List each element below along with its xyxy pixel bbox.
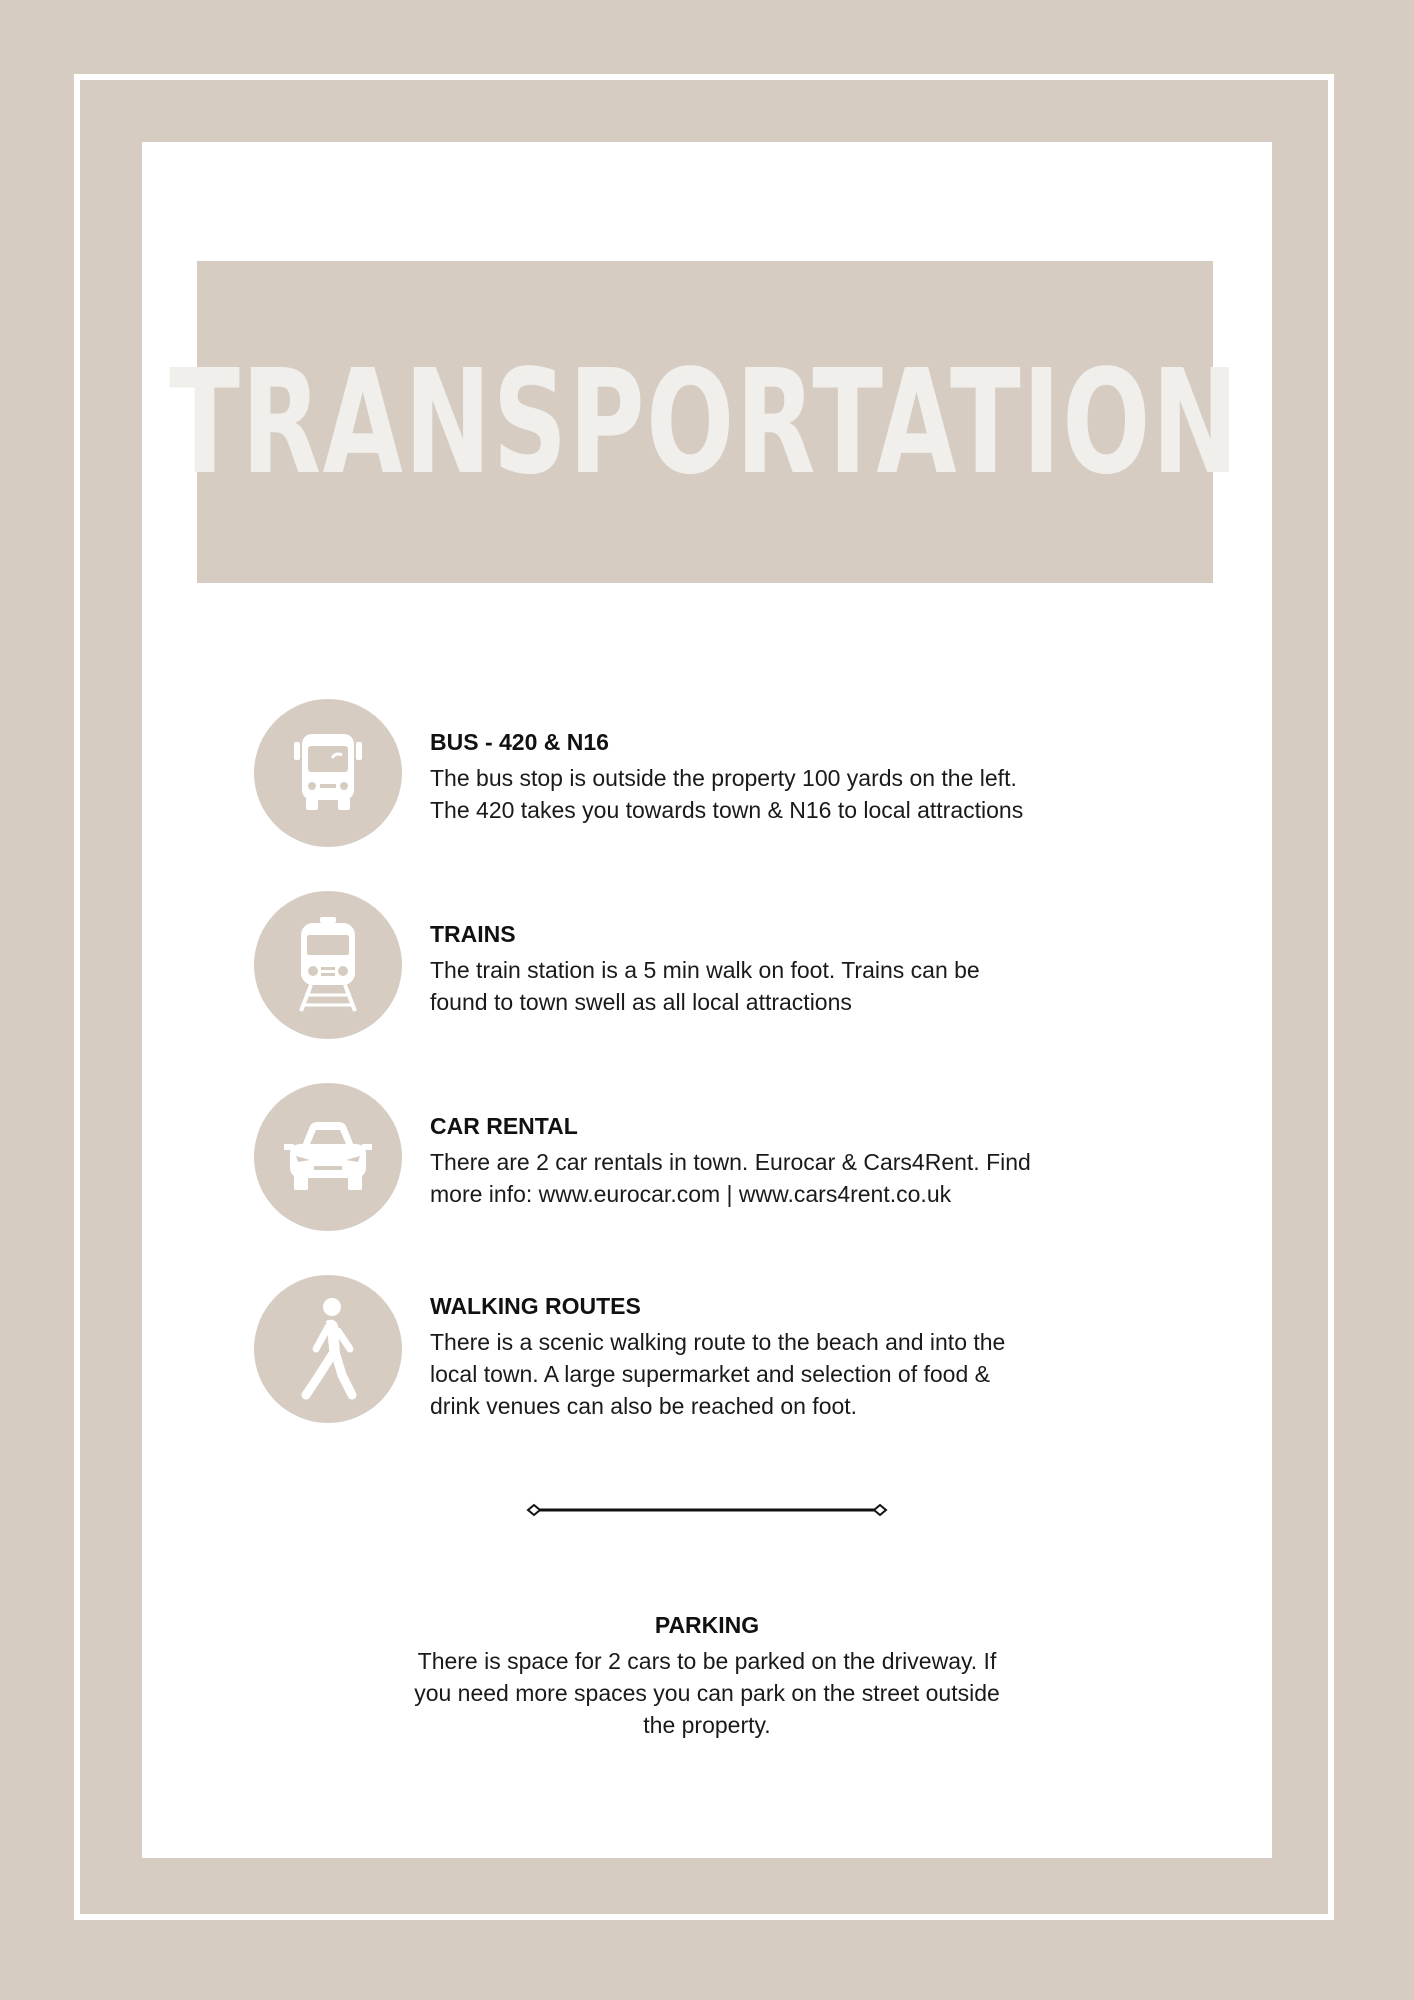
walking-routes-description-line-3: drink venues can also be reached on foot. <box>430 1393 858 1419</box>
car-icon <box>282 1120 374 1194</box>
car-rental-description-line-2: more info: www.eurocar.com | www.cars4rent.co.uk <box>430 1181 952 1207</box>
trains-description-line-2: found to town swell as all local attractions <box>430 989 852 1015</box>
parking-heading: PARKING <box>654 1612 760 1638</box>
car-rental-description-line-1: There are 2 car rentals in town. Eurocar & Cars4Rent. Find <box>430 1149 1031 1175</box>
car-rental-heading: CAR RENTAL <box>430 1113 578 1139</box>
bus-description <box>430 762 1130 826</box>
parking-section <box>357 1612 1057 1741</box>
page-title: TRANSPORTATION <box>169 338 1241 506</box>
trains-heading: TRAINS <box>430 921 516 947</box>
car-icon-circle <box>254 1083 402 1231</box>
parking-description-line-3: the property. <box>643 1712 771 1738</box>
walking-routes-description-line-1: There is a scenic walking route to the beach and into the <box>430 1329 1006 1355</box>
walking-person-icon <box>296 1297 360 1401</box>
bus-description-line-1: The bus stop is outside the property 100 yards on the left. <box>430 765 1017 791</box>
walking-routes-description-line-2: local town. A large supermarket and selection of food & <box>430 1361 990 1387</box>
trains-description-line-1: The train station is a 5 min walk on foot. Trains can be <box>430 957 980 983</box>
parking-description <box>357 1645 1057 1741</box>
car-rental-description <box>430 1146 1130 1210</box>
train-icon <box>293 917 363 1013</box>
walking-person-icon-circle <box>254 1275 402 1423</box>
bus-icon-circle <box>254 699 402 847</box>
content-card <box>142 142 1272 1858</box>
parking-description-line-1: There is space for 2 cars to be parked on the driveway. If <box>417 1648 997 1674</box>
walking-routes-heading: WALKING ROUTES <box>430 1293 641 1319</box>
train-icon-circle <box>254 891 402 1039</box>
trains-description <box>430 954 1130 1018</box>
parking-description-line-2: you need more spaces you can park on the street outside <box>414 1680 1000 1706</box>
bus-icon <box>288 732 368 814</box>
bus-heading: BUS - 420 & N16 <box>430 729 609 755</box>
bus-description-line-2: The 420 takes you towards town & N16 to local attractions <box>430 797 1024 823</box>
title-banner <box>169 261 1241 583</box>
walking-routes-description <box>430 1326 1130 1422</box>
divider-line <box>526 1502 888 1518</box>
